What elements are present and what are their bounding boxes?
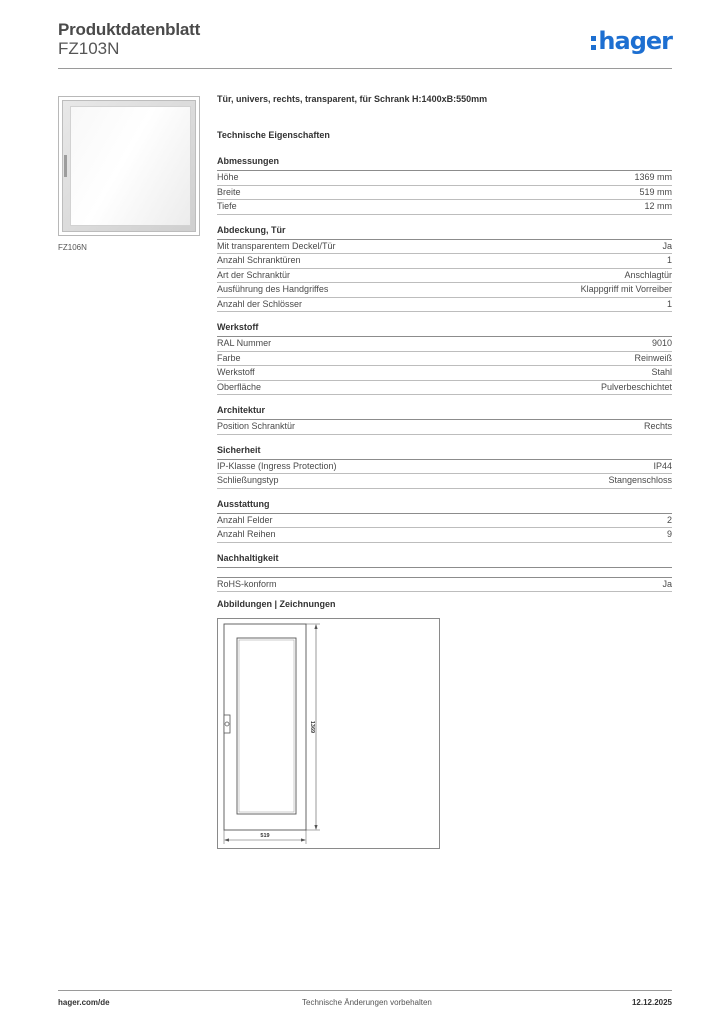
spec-row [217, 352, 672, 367]
spec-value: IP44 [653, 460, 672, 471]
section-title-werkstoff: Werkstoff [217, 322, 672, 337]
logo-colon-mark [591, 36, 596, 50]
spec-row [217, 283, 672, 298]
section-spacer [217, 568, 672, 578]
spec-value: 9 [666, 529, 672, 539]
spec-value: 519 mm [639, 186, 672, 197]
spec-value: Anschlagtür [624, 269, 672, 280]
spec-row [217, 366, 672, 381]
height-dimension-label: 1369 [309, 720, 315, 734]
section-title-nachhaltigkeit: Nachhaltigkeit [217, 553, 672, 568]
spec-label: IP-Klasse (Ingress Protection) [217, 460, 337, 471]
section-title-architektur: Architektur [217, 405, 672, 420]
spec-value: Klappgriff mit Vorreiber [580, 284, 672, 294]
spec-row [217, 186, 672, 201]
spec-row [217, 200, 672, 215]
spec-row [217, 269, 672, 284]
footer-date: 12.12.2025 [631, 998, 672, 1007]
spec-label: Position Schranktür [217, 421, 296, 431]
spec-label: Werkstoff [217, 367, 255, 377]
spec-label: Art der Schranktür [217, 269, 291, 280]
door-glass-illustration [70, 106, 191, 226]
door-window-inner [239, 640, 294, 812]
spec-value: 2 [666, 514, 672, 525]
width-arrow-left [224, 838, 229, 841]
section-title-ausstattung: Ausstattung [217, 499, 672, 514]
spec-label: Anzahl Felder [217, 514, 273, 525]
spec-value: Reinweiß [634, 352, 672, 363]
product-description: Tür, univers, rechts, transparent, für Schrank H:1400xB:550mm [217, 94, 488, 104]
section-title-abmessungen: Abmessungen [217, 156, 672, 171]
spec-row [217, 298, 672, 313]
specifications [217, 94, 672, 592]
section-title-sicherheit: Sicherheit [217, 445, 672, 460]
spec-label: Tiefe [217, 201, 237, 211]
product-image [58, 96, 200, 236]
spec-row [217, 254, 672, 269]
spec-label: Anzahl der Schlösser [217, 298, 303, 309]
spec-value: Stangenschloss [608, 475, 672, 485]
spec-value: 1369 mm [634, 172, 672, 182]
width-arrow-right [301, 838, 306, 841]
spec-label: Breite [217, 186, 241, 197]
spec-value: 12 mm [644, 201, 672, 211]
footer-divider [58, 990, 672, 991]
tech-properties-heading: Technische Eigenschaften [217, 130, 330, 140]
spec-label: Mit transparentem Deckel/Tür [217, 240, 336, 251]
technical-drawing [217, 618, 440, 849]
footer-website-link[interactable]: hager.com/de [58, 998, 110, 1007]
spec-row [217, 381, 672, 396]
width-dimension-label: 519 [260, 833, 270, 839]
height-arrow-top [314, 624, 317, 629]
spec-label: Farbe [217, 352, 241, 363]
spec-value: 1 [666, 255, 672, 265]
spec-row [217, 514, 672, 529]
door-window [237, 638, 296, 814]
section-title-abdeckung: Abdeckung, Tür [217, 225, 672, 240]
height-arrow-bottom [314, 825, 317, 830]
spec-label: RoHS-konform [217, 578, 277, 589]
spec-label: RAL Nummer [217, 338, 272, 348]
logo-wordmark: hager [598, 27, 672, 55]
door-outline [224, 624, 306, 830]
spec-value: 9010 [651, 338, 672, 348]
spec-row [217, 528, 672, 543]
spec-row [217, 474, 672, 489]
door-handle-illustration [64, 155, 67, 177]
spec-label: Höhe [217, 172, 239, 182]
spec-row [217, 420, 672, 435]
spec-label: Anzahl Reihen [217, 529, 276, 539]
spec-label: Oberfläche [217, 381, 262, 392]
spec-label: Ausführung des Handgriffes [217, 284, 329, 294]
article-number: FZ103N [58, 39, 120, 58]
spec-row [217, 171, 672, 186]
page-title: Produktdatenblatt [58, 20, 201, 39]
door-drawing-svg [218, 619, 441, 850]
header-divider [58, 68, 672, 69]
drawings-heading: Abbildungen | Zeichnungen [217, 599, 336, 609]
spec-row [217, 337, 672, 352]
spec-value: Ja [662, 578, 672, 589]
spec-label: Anzahl Schranktüren [217, 255, 301, 265]
spec-value: Pulverbeschichtet [600, 381, 672, 392]
spec-row [217, 578, 672, 593]
spec-value: Rechts [643, 421, 672, 431]
hager-logo[interactable] [591, 26, 672, 56]
spec-value: 1 [666, 298, 672, 309]
footer-notice: Technische Änderungen vorbehalten [302, 998, 432, 1007]
spec-row [217, 460, 672, 475]
spec-value: Ja [662, 240, 672, 251]
spec-row [217, 240, 672, 255]
image-caption: FZ106N [58, 243, 87, 252]
spec-value: Stahl [651, 367, 672, 377]
spec-label: Schließungstyp [217, 475, 279, 485]
